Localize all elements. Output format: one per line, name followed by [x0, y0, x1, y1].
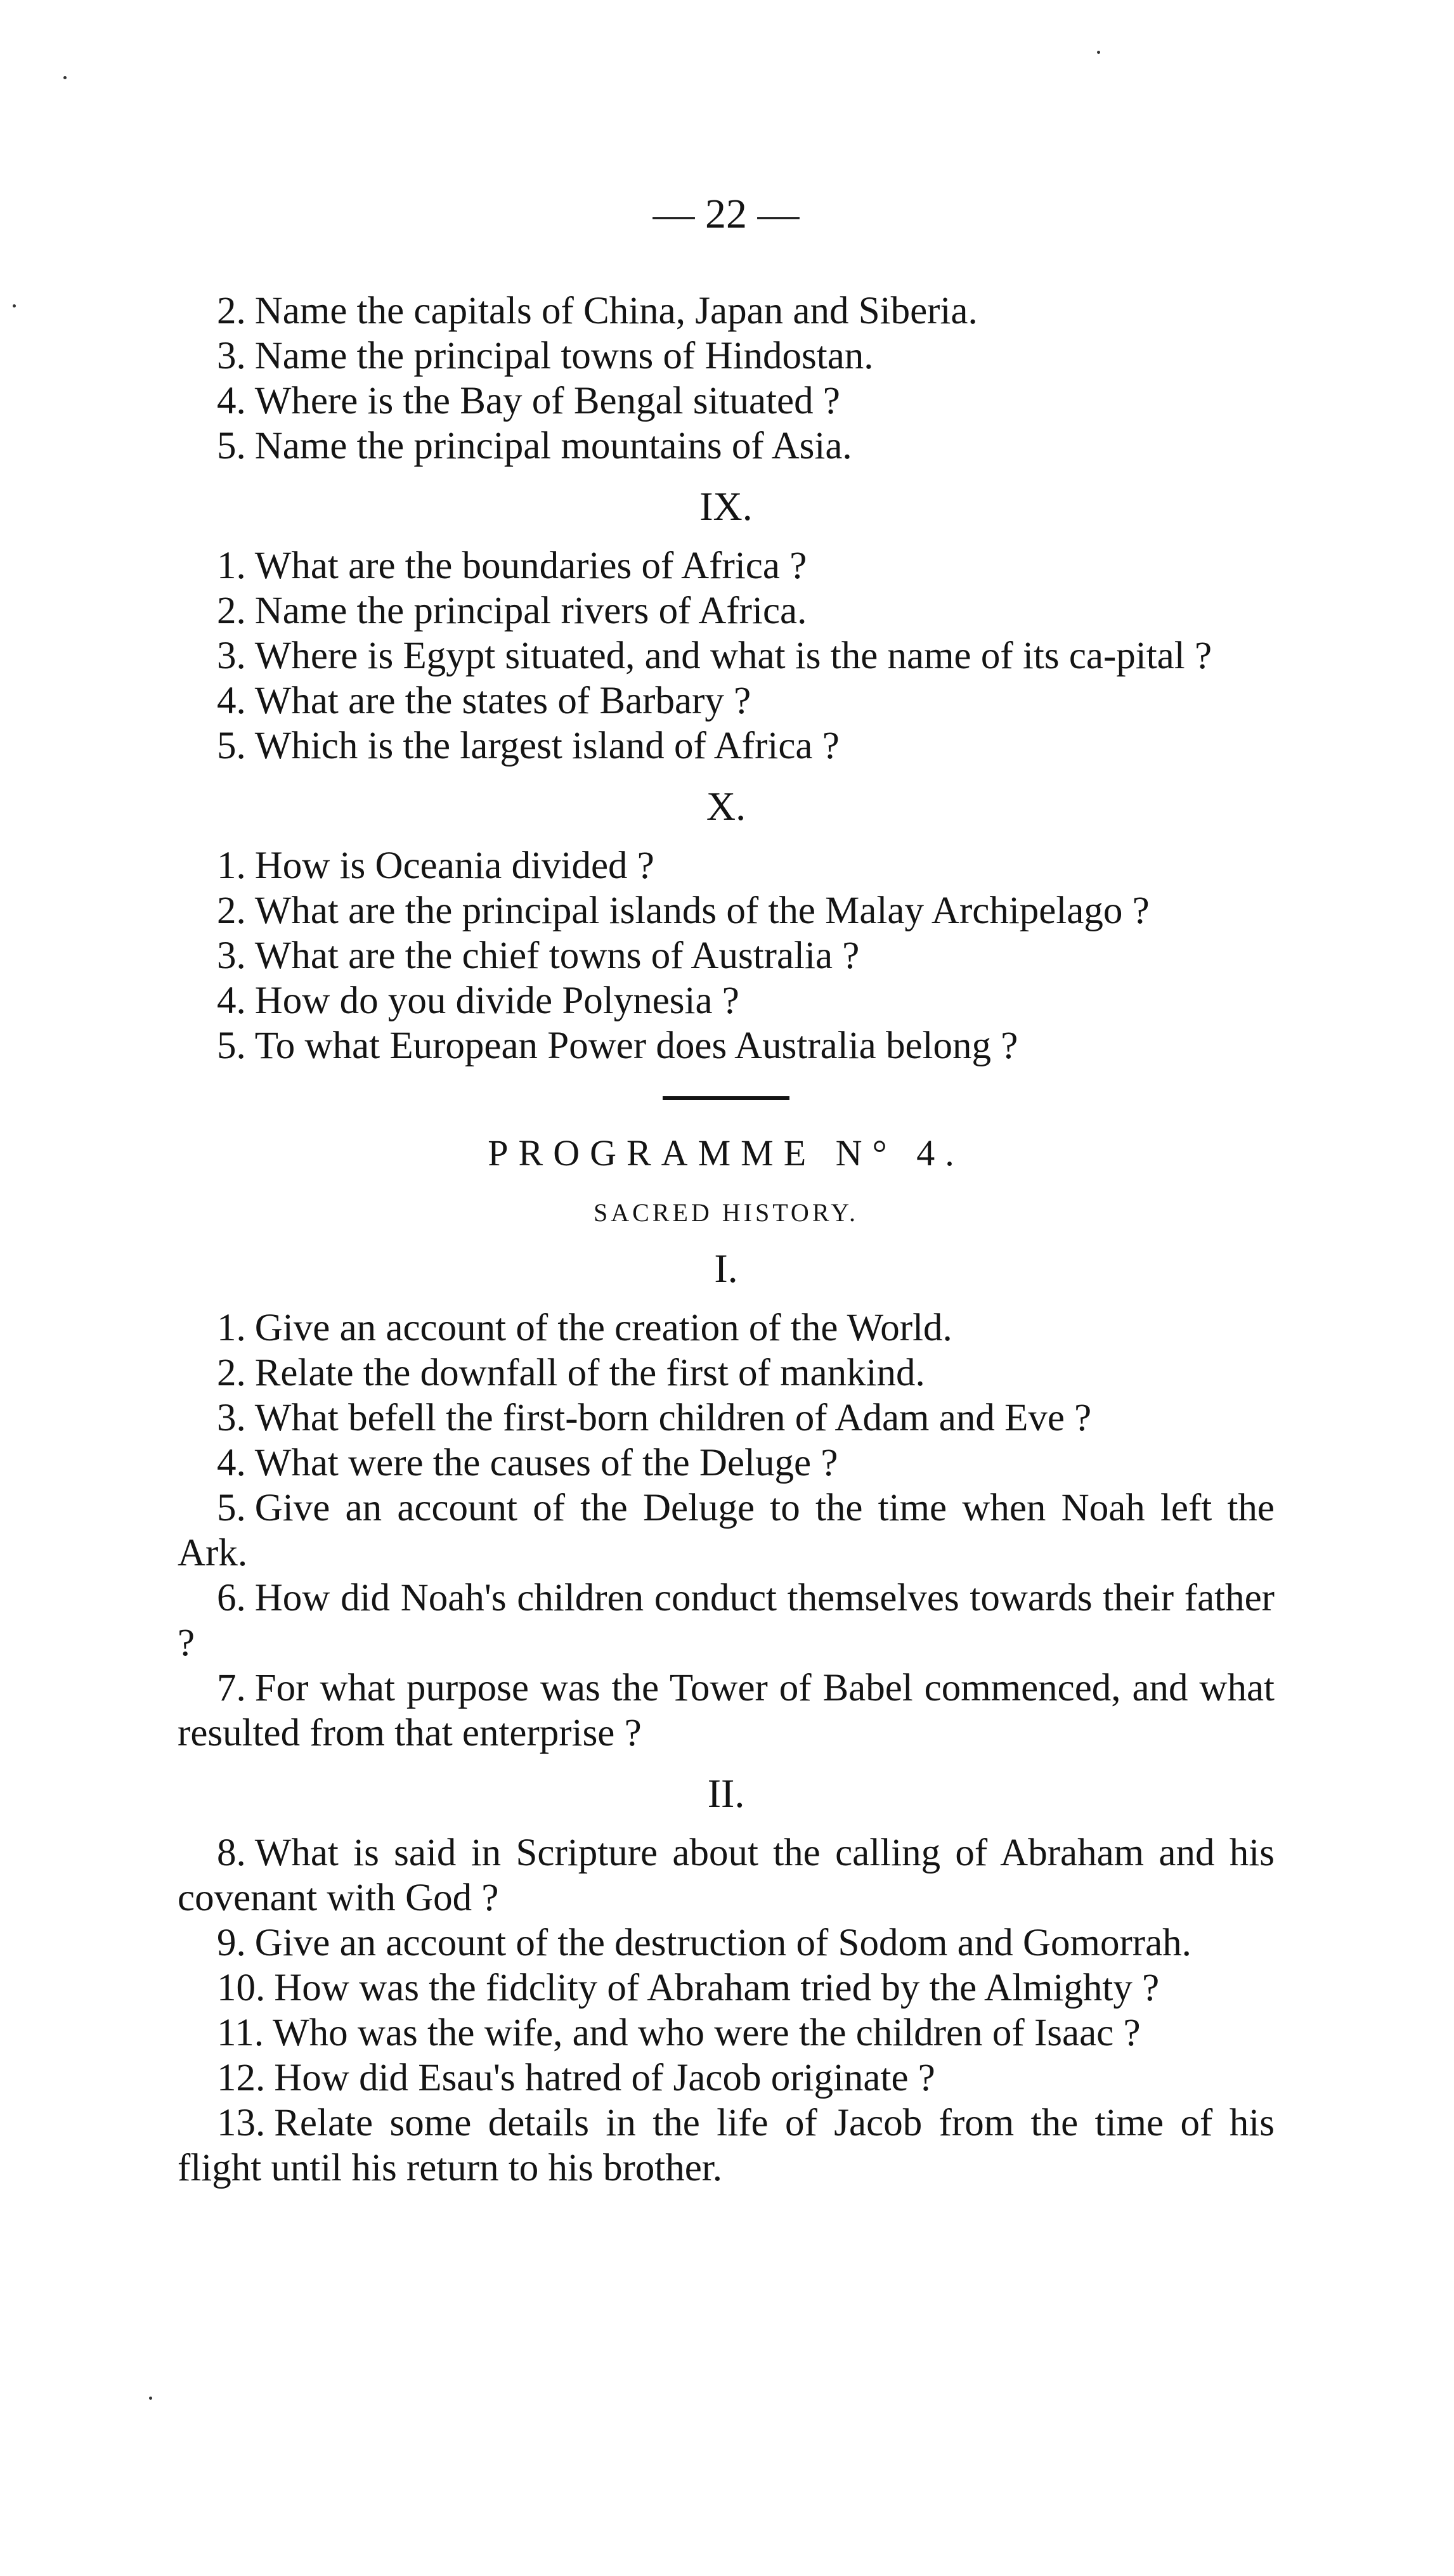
question-number: 8.: [217, 1832, 246, 1874]
question-text: Relate the downfall of the first of mankind.: [254, 1352, 925, 1394]
question-number: 5.: [217, 1025, 246, 1067]
question-number: 4.: [217, 980, 246, 1022]
question-item: [178, 1350, 1275, 1395]
section-viii-questions: [178, 288, 1275, 469]
question-number: 4.: [217, 1442, 246, 1484]
question-number: 2.: [217, 590, 246, 632]
programme-title: PROGRAMME N° 4.: [488, 1132, 964, 1174]
question-number: 2.: [217, 290, 246, 332]
question-text: What are the chief towns of Australia ?: [254, 935, 860, 977]
question-text: What is said in Scripture about the calling of Abraham and his covenant with God ?: [178, 1832, 1275, 1919]
page-number: — 22 —: [652, 191, 800, 237]
question-number: 1.: [217, 545, 246, 587]
question-number: 12.: [217, 2057, 266, 2099]
section-divider: [663, 1096, 789, 1100]
question-text: What befell the first-born children of Adam and Eve ?: [254, 1397, 1092, 1439]
question-item: [178, 1666, 1275, 1756]
question-text: What are the states of Barbary ?: [254, 680, 751, 722]
question-item: [178, 543, 1275, 588]
question-number: 5.: [217, 725, 246, 767]
question-item: [178, 2010, 1275, 2055]
section-x-questions: [178, 843, 1275, 1068]
scan-speck: [149, 2397, 152, 2400]
question-number: 1.: [217, 845, 246, 887]
question-number: 3.: [217, 335, 246, 377]
question-item: [178, 1830, 1275, 1920]
question-number: 11.: [217, 2012, 264, 2054]
question-item: [178, 843, 1275, 888]
page-content: [178, 288, 1275, 2191]
question-text: For what purpose was the Tower of Babel commenced, and what resulted from that enterprise ?: [178, 1667, 1275, 1754]
question-number: 3.: [217, 1397, 246, 1439]
question-text: To what European Power does Australia belong ?: [254, 1025, 1018, 1067]
question-item: [178, 723, 1275, 768]
question-item: [178, 1965, 1275, 2010]
question-number: 5.: [217, 1487, 246, 1529]
section-heading-i: I.: [714, 1246, 738, 1291]
question-text: Name the principal rivers of Africa.: [254, 590, 807, 632]
question-item: [178, 379, 1275, 424]
question-number: 2.: [217, 890, 246, 932]
question-item: [178, 978, 1275, 1023]
question-text: How did Esau's hatred of Jacob originate ?: [274, 2057, 935, 2099]
question-text: Give an account of the destruction of Sodom and Gomorrah.: [254, 1922, 1191, 1964]
programme-subject: SACRED HISTORY.: [593, 1198, 859, 1227]
question-item: [178, 888, 1275, 933]
question-text: Where is the Bay of Bengal situated ?: [254, 380, 840, 422]
question-item: [178, 288, 1275, 333]
question-text: Relate some details in the life of Jacob from the time of his flight until his return to his brother.: [178, 2102, 1275, 2189]
question-number: 3.: [217, 635, 246, 677]
question-number: 6.: [217, 1577, 246, 1619]
question-text: Give an account of the Deluge to the time when Noah left the Ark.: [178, 1487, 1275, 1574]
scan-speck: [63, 76, 67, 79]
question-text: Who was the wife, and who were the children of Isaac ?: [273, 2012, 1141, 2054]
question-text: What were the causes of the Deluge ?: [254, 1442, 838, 1484]
question-text: How was the fidclity of Abraham tried by the Almighty ?: [274, 1967, 1160, 2009]
section-ix-questions: [178, 543, 1275, 768]
question-text: Give an account of the creation of the World.: [254, 1307, 952, 1349]
question-item: [178, 2055, 1275, 2100]
question-text: How did Noah's children conduct themselves towards their father ?: [178, 1577, 1275, 1664]
question-text: What are the boundaries of Africa ?: [254, 545, 807, 587]
question-text: Which is the largest island of Africa ?: [254, 725, 840, 767]
question-text: How do you divide Polynesia ?: [254, 980, 739, 1022]
question-text: How is Oceania divided ?: [254, 845, 654, 887]
question-number: 9.: [217, 1922, 246, 1964]
question-number: 1.: [217, 1307, 246, 1349]
question-item: [178, 2100, 1275, 2191]
question-item: [178, 1023, 1275, 1068]
scan-speck: [13, 304, 16, 307]
question-item: [178, 933, 1275, 978]
section-ii-questions: [178, 1830, 1275, 2191]
section-heading-ix: IX.: [699, 484, 753, 529]
question-number: 3.: [217, 935, 246, 977]
section-heading-ii: II.: [707, 1771, 745, 1816]
section-i-questions: [178, 1305, 1275, 1756]
question-number: 7.: [217, 1667, 246, 1709]
question-item: [178, 424, 1275, 469]
question-item: [178, 1395, 1275, 1440]
question-number: 4.: [217, 380, 246, 422]
question-number: 10.: [217, 1967, 266, 2009]
question-item: [178, 1920, 1275, 1965]
question-number: 4.: [217, 680, 246, 722]
question-text: Name the principal mountains of Asia.: [254, 425, 852, 467]
question-item: [178, 1485, 1275, 1576]
question-text: Name the principal towns of Hindostan.: [254, 335, 874, 377]
question-item: [178, 1440, 1275, 1485]
question-number: 5.: [217, 425, 246, 467]
question-number: 2.: [217, 1352, 246, 1394]
question-text: Name the capitals of China, Japan and Siberia.: [254, 290, 978, 332]
question-text: Where is Egypt situated, and what is the name of its ca-pital ?: [254, 635, 1212, 677]
question-item: [178, 1305, 1275, 1350]
question-item: [178, 1576, 1275, 1666]
book-page: [178, 0, 1275, 2576]
question-item: [178, 678, 1275, 723]
section-heading-x: X.: [706, 784, 746, 829]
question-item: [178, 588, 1275, 633]
question-item: [178, 333, 1275, 379]
question-number: 13.: [217, 2102, 266, 2144]
question-text: What are the principal islands of the Malay Archipelago ?: [254, 890, 1150, 932]
question-item: [178, 633, 1275, 678]
scan-speck: [1097, 51, 1100, 54]
